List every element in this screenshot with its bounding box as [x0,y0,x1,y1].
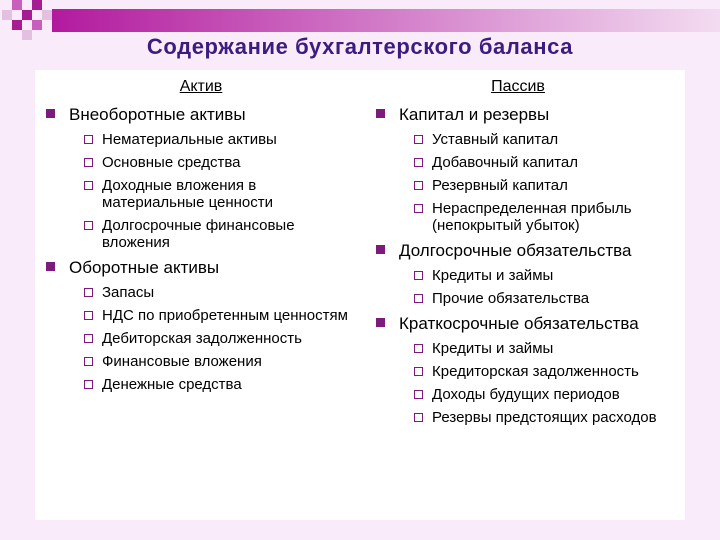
hollow-square-bullet-icon [84,357,93,366]
list-item [367,290,687,307]
item-label: Денежные средства [102,376,242,393]
square-bullet-icon [46,109,55,118]
item-label: Доходные вложения в материальные ценности [102,177,273,211]
group-label: Внеоборотные активы [69,105,246,124]
square-bullet-icon [376,245,385,254]
hollow-square-bullet-icon [414,135,423,144]
hollow-square-bullet-icon [414,181,423,190]
group-item [37,257,357,278]
list-item [37,177,357,211]
sub-list-container [37,284,357,393]
list-item [37,330,357,347]
list-item [367,200,687,234]
group-item [37,104,357,125]
list-item [37,131,357,148]
list-item [367,363,687,380]
decor-square [42,10,52,20]
group-item [367,313,687,334]
item-label: Нематериальные активы [102,131,277,148]
hollow-square-bullet-icon [84,181,93,190]
list-item [367,267,687,284]
item-label: Добавочный капитал [432,154,579,171]
hollow-square-bullet-icon [414,413,423,422]
assets-column [37,78,357,399]
item-label: Запасы [102,284,155,301]
decor-square [32,20,42,30]
hollow-square-bullet-icon [84,311,93,320]
slide-title: Содержание бухгалтерского баланса [146,34,574,59]
group-label: Оборотные активы [69,258,220,277]
item-label: Доходы будущих периодов [432,386,620,403]
list-item [367,131,687,148]
sub-list-container [367,267,687,307]
sub-list [367,267,687,307]
sub-list [37,131,357,251]
list-item [37,284,357,301]
item-label: Кредиторская задолженность [432,363,639,380]
sub-list-container [367,131,687,234]
list-item [367,386,687,403]
sub-list-container [367,340,687,426]
item-label: Финансовые вложения [102,353,262,370]
group-label: Краткосрочные обязательства [399,314,639,333]
sub-list [367,340,687,426]
hollow-square-bullet-icon [84,158,93,167]
list-item [367,154,687,171]
hollow-square-bullet-icon [414,367,423,376]
hollow-square-bullet-icon [414,344,423,353]
header-gradient-bar [52,9,720,32]
hollow-square-bullet-icon [414,294,423,303]
decor-square [22,10,32,20]
list-item [37,353,357,370]
hollow-square-bullet-icon [414,204,423,213]
item-label: Уставный капитал [432,131,559,148]
decor-square [32,0,42,10]
sub-list-container [37,131,357,251]
hollow-square-bullet-icon [84,334,93,343]
group-item [367,240,687,261]
sub-list [37,284,357,393]
list-item [367,409,687,426]
decor-square [12,20,22,30]
liabilities-column [367,78,687,432]
list-item [367,340,687,357]
hollow-square-bullet-icon [414,390,423,399]
list-item [37,376,357,393]
assets-heading: Актив [179,78,223,95]
hollow-square-bullet-icon [84,221,93,230]
decor-square [12,0,22,10]
item-label: НДС по приобретенным ценностям [102,307,348,324]
item-label: Прочие обязательства [432,290,590,307]
group-item [367,104,687,125]
list-item [37,307,357,324]
square-bullet-icon [376,318,385,327]
item-label: Кредиты и займы [432,267,554,284]
item-label: Резервы предстоящих расходов [432,409,657,426]
item-label: Резервный капитал [432,177,568,194]
sub-list [367,131,687,234]
list-item [37,154,357,171]
hollow-square-bullet-icon [84,288,93,297]
square-bullet-icon [376,109,385,118]
decor-square [2,10,12,20]
item-label: Долгосрочные финансовые вложения [102,217,295,251]
item-label: Нераспределенная прибыль (непокрытый убыток) [432,200,632,234]
item-label: Дебиторская задолженность [102,330,302,347]
liabilities-list [367,104,687,426]
group-label: Долгосрочные обязательства [399,241,632,260]
item-label: Основные средства [102,154,241,171]
hollow-square-bullet-icon [84,135,93,144]
liabilities-heading: Пассив [491,78,545,95]
list-item [367,177,687,194]
content-panel [35,70,685,520]
hollow-square-bullet-icon [414,158,423,167]
list-item [37,217,357,251]
square-bullet-icon [46,262,55,271]
hollow-square-bullet-icon [414,271,423,280]
hollow-square-bullet-icon [84,380,93,389]
assets-list [37,104,357,393]
item-label: Кредиты и займы [432,340,554,357]
group-label: Капитал и резервы [399,105,550,124]
